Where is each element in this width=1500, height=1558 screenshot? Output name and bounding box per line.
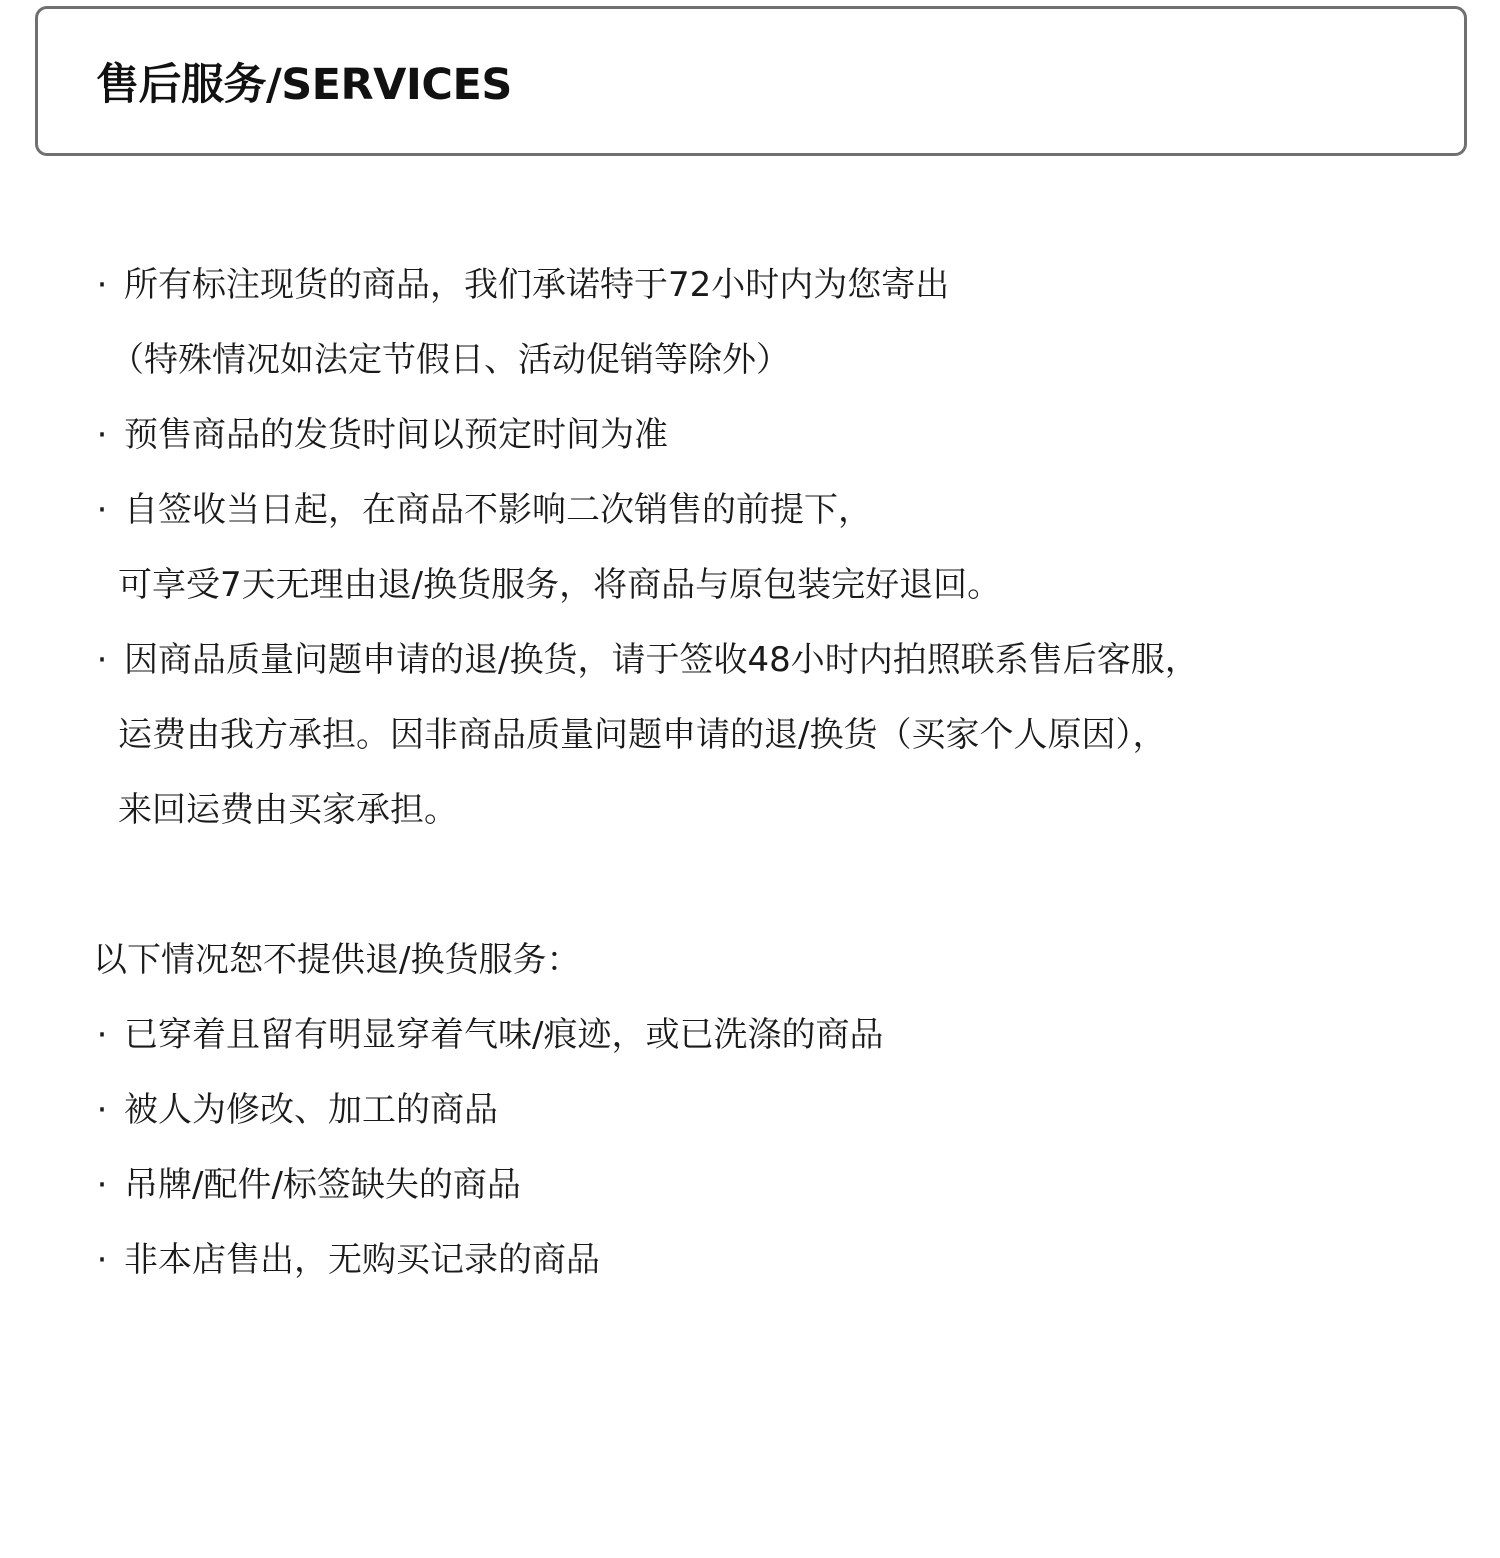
policy-item-in-stock: 所有标注现货的商品，我们承诺特于72小时内为您寄出 xyxy=(124,265,950,305)
policy-item-return-cont: 可享受7天无理由退/换货服务，将商品与原包装完好退回。 xyxy=(118,565,1002,605)
policy-item-quality-cont: 运费由我方承担。因非商品质量问题申请的退/换货（买家个人原因）， xyxy=(118,715,1167,755)
policy-item-quality-cont: 来回运费由买家承担。 xyxy=(118,790,458,830)
bullet-marker: · xyxy=(96,1090,108,1130)
bullet-marker: · xyxy=(96,265,108,305)
exclusion-item-worn: 已穿着且留有明显穿着气味/痕迹，或已洗涤的商品 xyxy=(124,1015,884,1055)
bullet-marker: · xyxy=(96,1240,108,1280)
policy-item-quality: 因商品质量问题申请的退/换货，请于签收48小时内拍照联系售后客服， xyxy=(124,640,1199,680)
bullet-marker: · xyxy=(96,415,108,455)
bullet-marker: · xyxy=(96,640,108,680)
policy-item-in-stock-note: （特殊情况如法定节假日、活动促销等除外） xyxy=(110,340,790,380)
exclusion-item-not-purchased-here: 非本店售出，无购买记录的商品 xyxy=(124,1240,600,1280)
policy-item-presale: 预售商品的发货时间以预定时间为准 xyxy=(124,415,668,455)
exclusion-item-missing-tags: 吊牌/配件/标签缺失的商品 xyxy=(124,1165,521,1205)
bullet-marker: · xyxy=(96,1165,108,1205)
bullet-marker: · xyxy=(96,490,108,530)
exclusion-item-modified: 被人为修改、加工的商品 xyxy=(124,1090,498,1130)
bullet-marker: · xyxy=(96,1015,108,1055)
exclusions-heading: 以下情况恕不提供退/换货服务： xyxy=(93,940,581,980)
page-title: 售后服务/SERVICES xyxy=(96,60,512,110)
policy-item-return: 自签收当日起，在商品不影响二次销售的前提下， xyxy=(124,490,872,530)
header-box xyxy=(35,6,1467,156)
